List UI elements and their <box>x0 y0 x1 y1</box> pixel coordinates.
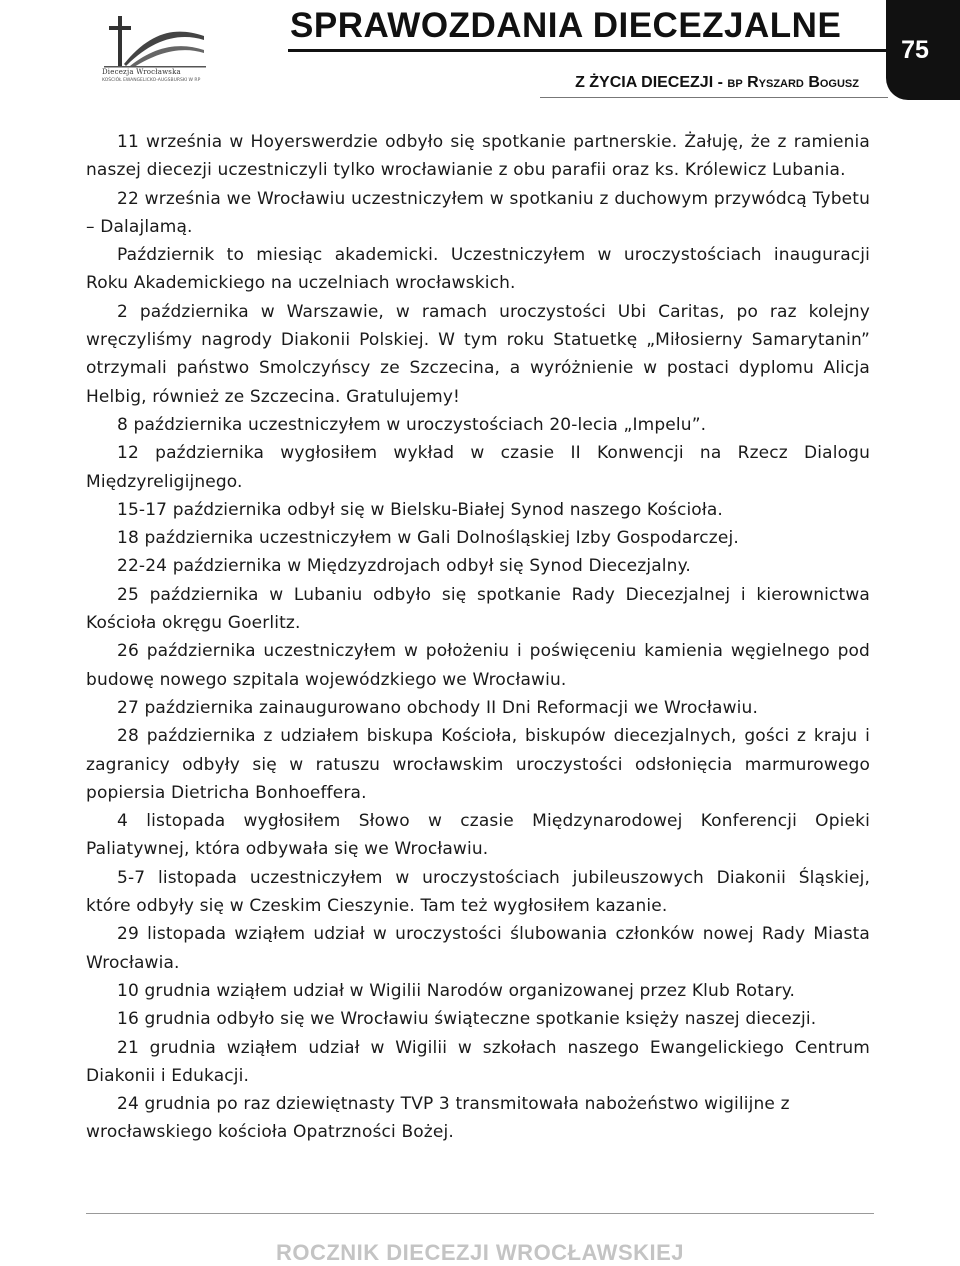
cross-emblem-icon <box>100 12 208 72</box>
report-body <box>86 128 870 1147</box>
footer-divider <box>86 1213 874 1214</box>
paragraph: 8 października uczestniczyłem w uroczystościach 20-lecia „Impelu”. <box>117 414 707 435</box>
paragraph: 28 października z udziałem biskupa Kościoła, biskupów diecezjalnych, gości z kraju i zagranicy odbyły się w ratuszu wrocławskim uroczystości odsłonięcia marmurowego popiersia Dietricha Bonhoeffera. <box>86 726 870 803</box>
subtitle-author: bp Ryszard Bogusz <box>727 74 859 91</box>
section-title: SPRAWOZDANIA DIECEZJALNE <box>290 6 842 45</box>
paragraph: 24 grudnia po raz dziewiętnasty TVP 3 transmitowała nabożeństwo wigilijne z wrocławskiego kościoła Opatrzności Bożej. <box>86 1094 790 1143</box>
page-number: 75 <box>901 36 929 64</box>
paragraph: 15-17 października odbył się w Bielsku-Białej Synod naszego Kościoła. <box>117 499 723 520</box>
paragraph: 11 września w Hoyerswerdzie odbyło się spotkanie partnerskie. Żałuję, że z ramienia naszej diecezji uczestniczyli tylko wrocławianie z obu parafii oraz ks. Królewicz Lubania. <box>86 132 870 181</box>
paragraph: 29 listopada wziąłem udział w uroczystości ślubowania członków nowej Rady Miasta Wrocławia. <box>86 924 870 973</box>
subtitle-prefix: Z ŻYCIA DIECEZJI - <box>575 74 728 91</box>
paragraph: 16 grudnia odbyło się we Wrocławiu świąteczne spotkanie księży naszej diecezji. <box>117 1009 817 1030</box>
paragraph: 10 grudnia wziąłem udział w Wigilii Narodów organizowanej przez Klub Rotary. <box>117 980 796 1001</box>
header-divider <box>288 49 888 52</box>
running-footer: ROCZNIK DIECEZJI WROCŁAWSKIEJ <box>275 1240 685 1265</box>
paragraph: 18 października uczestniczyłem w Gali Dolnośląskiej Izby Gospodarczej. <box>117 528 739 549</box>
paragraph: Październik to miesiąc akademicki. Uczestniczyłem w uroczystościach inauguracji Roku Akademickiego na uczelniach wrocławskich. <box>86 245 870 294</box>
subtitle-underline <box>540 97 888 98</box>
paragraph: 21 grudnia wziąłem udział w Wigilii w szkołach naszego Ewangelickiego Centrum Diakonii i Edukacji. <box>86 1037 870 1086</box>
diocese-logo <box>100 12 208 88</box>
paragraph: 22-24 października w Międzyzdrojach odbył się Synod Diecezjalny. <box>117 556 691 577</box>
section-subtitle <box>575 74 859 92</box>
paragraph: 4 listopada wygłosiłem Słowo w czasie Międzynarodowej Konferencji Opieki Paliatywnej, która odbywała się we Wrocławiu. <box>86 811 870 860</box>
paragraph: 12 października wygłosiłem wykład w czasie II Konwencji na Rzecz Dialogu Międzyreligijnego. <box>86 443 870 492</box>
paragraph: 22 września we Wrocławiu uczestniczyłem w spotkaniu z duchowym przywódcą Tybetu – Dalajlamą. <box>86 188 870 237</box>
logo-title: Diecezja Wrocławska <box>102 68 181 76</box>
paragraph: 5-7 listopada uczestniczyłem w uroczystościach jubileuszowych Diakonii Śląskiej, które odbyły się w Czeskim Cieszynie. Tam też wygłosiłem kazanie. <box>86 867 870 917</box>
paragraph: 27 października zainaugurowano obchody II Dni Reformacji we Wrocławiu. <box>117 697 759 718</box>
logo-subtitle: KOŚCIÓŁ EWANGELICKO-AUGSBURSKI W RP <box>102 78 201 83</box>
paragraph: 26 października uczestniczyłem w położeniu i poświęceniu kamienia węgielnego pod budowę nowego szpitala wojewódzkiego we Wrocławiu. <box>86 641 870 690</box>
paragraph: 2 października w Warszawie, w ramach uroczystości Ubi Caritas, po raz kolejny wręczyliśmy nagrody Diakonii Polskiej. W tym roku Statuetkę „Miłosierny Samarytanin” otrzymali państwo Smolczyńscy ze Szczecina, a wyróżnienie w postaci dyplomu Alicja Helbig, również ze Szczecina. Gratulujemy! <box>86 301 870 407</box>
paragraph: 25 października w Lubaniu odbyło się spotkanie Rady Diecezjalnej i kierownictwa Kościoła okręgu Goerlitz. <box>86 584 870 634</box>
